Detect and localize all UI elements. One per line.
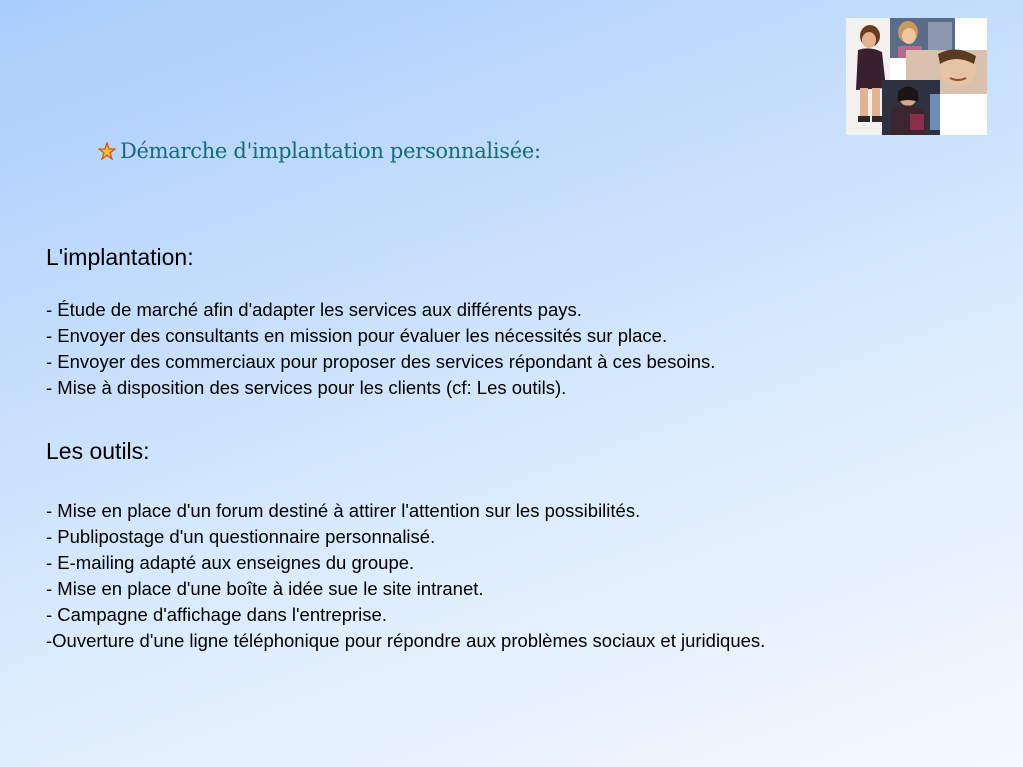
list-item: - Mise à disposition des services pour les clients (cf: Les outils). [46,377,567,398]
list-item: -Ouverture d'une ligne téléphonique pour répondre aux problèmes sociaux et juridiques. [46,630,766,651]
photo-collage-image [846,18,987,135]
photo-collage [846,18,987,135]
implantation-heading: L'implantation: [46,244,194,270]
list-item: - Campagne d'affichage dans l'entreprise. [46,604,387,625]
outils-section [46,437,765,654]
implantation-section [46,243,715,401]
outils-list [46,498,765,654]
list-item: - Envoyer des commerciaux pour proposer des services répondant à ces besoins. [46,351,716,372]
star-icon [98,142,116,160]
outils-heading: Les outils: [46,438,150,464]
list-item: - Étude de marché afin d'adapter les services aux différents pays. [46,299,582,320]
list-item: - Mise en place d'un forum destiné à attirer l'attention sur les possibilités. [46,500,641,521]
list-item: - Publipostage d'un questionnaire personnalisé. [46,526,436,547]
shopper-photo [882,80,940,135]
list-item: - E-mailing adapté aux enseignes du groupe. [46,552,415,573]
list-item: - Mise en place d'une boîte à idée sue le site intranet. [46,578,484,599]
implantation-list [46,297,715,401]
slide-title: Démarche d'implantation personnalisée: [120,139,541,163]
slide-title-row [98,136,541,166]
list-item: - Envoyer des consultants en mission pour évaluer les nécessités sur place. [46,325,668,346]
